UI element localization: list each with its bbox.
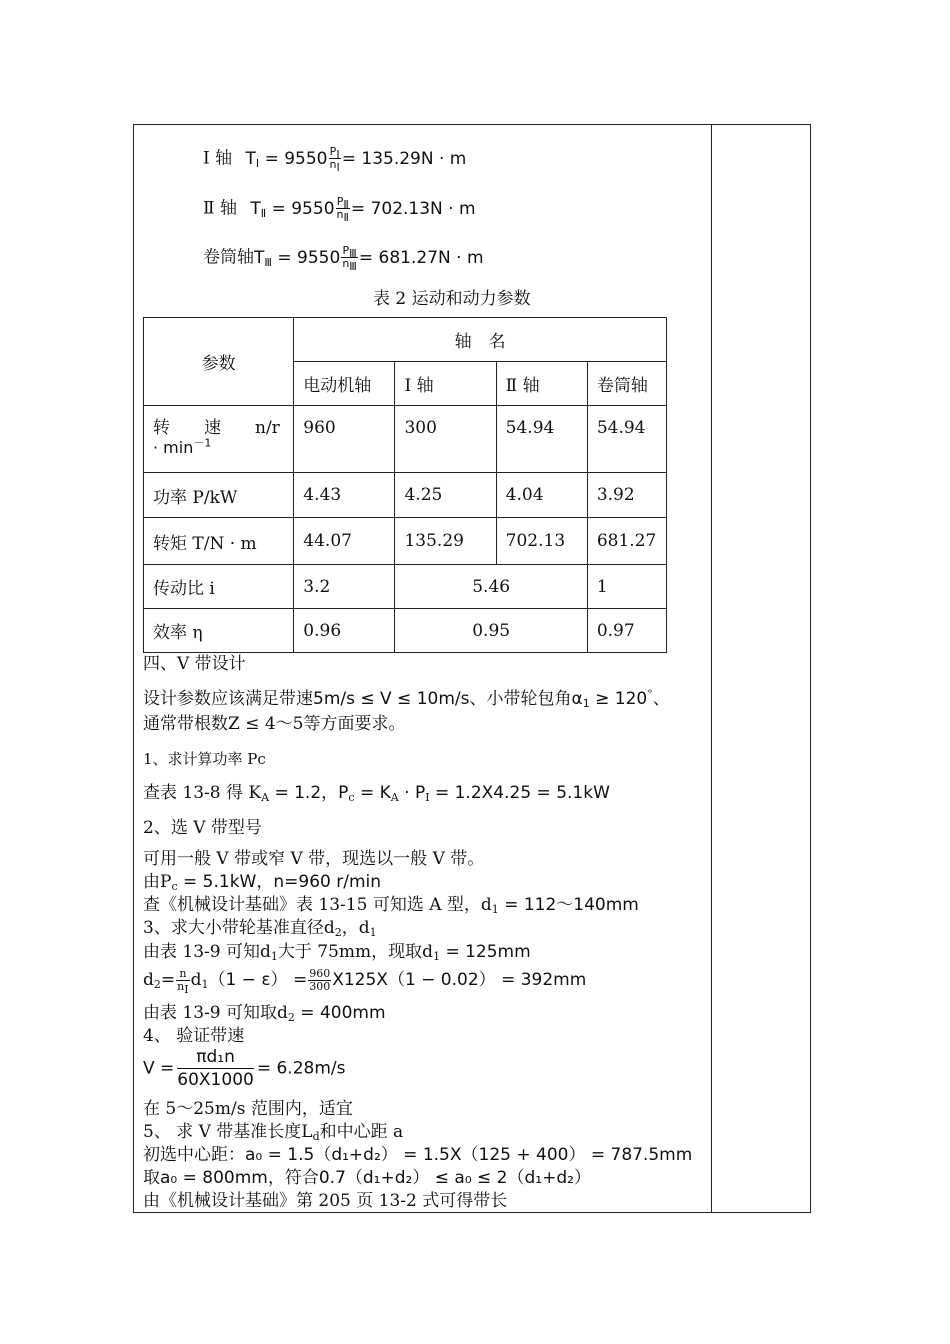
step2-line-c: 查《机械设计基础》表 13-15 可知选 A 型，$d_1$ = 112～140mm bbox=[143, 895, 639, 916]
table-cell: 4.04 bbox=[496, 473, 587, 518]
row-label-efficiency: 效率 η bbox=[144, 609, 294, 653]
axis-name-header: 轴 名 bbox=[294, 318, 667, 362]
table-cell: 681.27 bbox=[587, 518, 666, 565]
step1-title: 1、求计算功率 Pc bbox=[143, 750, 266, 768]
row-label-torque: 转矩 T/N · m bbox=[144, 518, 294, 565]
table-cell: 54.94 bbox=[496, 406, 587, 473]
table-cell: 1 bbox=[587, 565, 666, 609]
table-cell: 3.92 bbox=[587, 473, 666, 518]
table-cell: 4.43 bbox=[294, 473, 395, 518]
step2-line-a: 可用一般 V 带或窄 V 带，现选以一般 V 带。 bbox=[143, 849, 485, 869]
step2-line-b: 由$P_c = 5.1kW$，n=960 r/min bbox=[143, 872, 382, 893]
parameter-table bbox=[143, 317, 667, 653]
step5-line-c: 由《机械设计基础》第 205 页 13-2 式可得带长 bbox=[143, 1191, 508, 1211]
step3-line-a: 由表 13-9 可知$d_1$大于 75mm，现取$d_1 = 125mm$ bbox=[143, 942, 531, 963]
col-header-motor: 电动机轴 bbox=[294, 362, 395, 406]
step3-line-b: $d_2=$ $\frac{n}{n_Ⅰ}$ $d_1(1 - \varepsilon)$ = $\frac{960}{300}$ X125X（1 − 0.02） = 392mm bbox=[143, 967, 587, 996]
table-cell: 300 bbox=[395, 406, 496, 473]
section-title: 四、V 带设计 bbox=[143, 654, 246, 674]
table-cell: 4.25 bbox=[395, 473, 496, 518]
col-header-shaft2: Ⅱ 轴 bbox=[496, 362, 587, 406]
table-cell: 0.96 bbox=[294, 609, 395, 653]
table-cell: 135.29 bbox=[395, 518, 496, 565]
param-header: 参数 bbox=[144, 318, 294, 406]
torque-line-2: Ⅱ 轴 $T_Ⅱ = 9550$ $\frac{P_Ⅱ}{n_Ⅱ}$ = 702.13N · m bbox=[203, 195, 476, 224]
row-label-power: 功率 P/kW bbox=[144, 473, 294, 518]
table-cell: 0.95 bbox=[395, 609, 587, 653]
column-divider bbox=[711, 124, 712, 1213]
step4-equation: V = $\frac{\text{πd₁n}}{60X1000}$ = 6.28m/s bbox=[143, 1047, 346, 1090]
torque-line-3: 卷筒轴$T_Ⅲ = 9550$ $\frac{P_Ⅲ}{n_Ⅲ}$ = 681.27N · m bbox=[203, 244, 484, 273]
table-cell: 3.2 bbox=[294, 565, 395, 609]
col-header-shaft1: Ⅰ 轴 bbox=[395, 362, 496, 406]
table-cell: 702.13 bbox=[496, 518, 587, 565]
step3-line-c: 由表 13-9 可知取$d_2 = 400mm$ bbox=[143, 1003, 386, 1024]
row-label-ratio: 传动比 i bbox=[144, 565, 294, 609]
requirement-line-1: 设计参数应该满足带速5m/s ≤ V ≤ 10m/s、小带轮包角$\alpha_1 \ge 120^\circ$、 bbox=[143, 687, 670, 710]
step2-title: 2、选 V 带型号 bbox=[143, 818, 262, 838]
table-cell: 54.94 bbox=[587, 406, 666, 473]
col-header-drum: 卷筒轴 bbox=[587, 362, 666, 406]
step1-equation: 查表 13-8 得 $K_A = 1.2$，$P_c = K_A \cdot P_Ⅰ = 1.2X4.25 = 5.1kW$ bbox=[143, 783, 610, 804]
step5-line-a: 初选中心距：a₀ = 1.5（d₁+d₂） = 1.5X（125 + 400） = 787.5mm bbox=[143, 1145, 693, 1165]
requirement-line-2: 通常带根数Z ≤ 4～5等方面要求。 bbox=[143, 714, 406, 734]
torque-line-1: Ⅰ 轴 $T_Ⅰ = 9550$ $\frac{P_Ⅰ}{n_Ⅰ}$ = 135.29N · m bbox=[203, 145, 467, 174]
table-cell: 0.97 bbox=[587, 609, 666, 653]
table-caption: 表 2 运动和动力参数 bbox=[373, 289, 531, 309]
step5-title: 5、 求 V 带基准长度$L_d$和中心距 a bbox=[143, 1122, 404, 1143]
table-cell: 44.07 bbox=[294, 518, 395, 565]
row-label-speed: 转 速 n/r · $\min^{-1}$ bbox=[144, 406, 294, 473]
step4-title: 4、 验证带速 bbox=[143, 1026, 245, 1046]
table-cell: 5.46 bbox=[395, 565, 587, 609]
step4-line-b: 在 5～25m/s 范围内，适宜 bbox=[143, 1099, 353, 1119]
step3-title: 3、求大小带轮基准直径$d_2$，$d_1$ bbox=[143, 918, 377, 939]
step5-line-b: 取a₀ = 800mm，符合0.7（d₁+d₂） ≤ a₀ ≤ 2（d₁+d₂） bbox=[143, 1168, 591, 1188]
table-cell: 960 bbox=[294, 406, 395, 473]
